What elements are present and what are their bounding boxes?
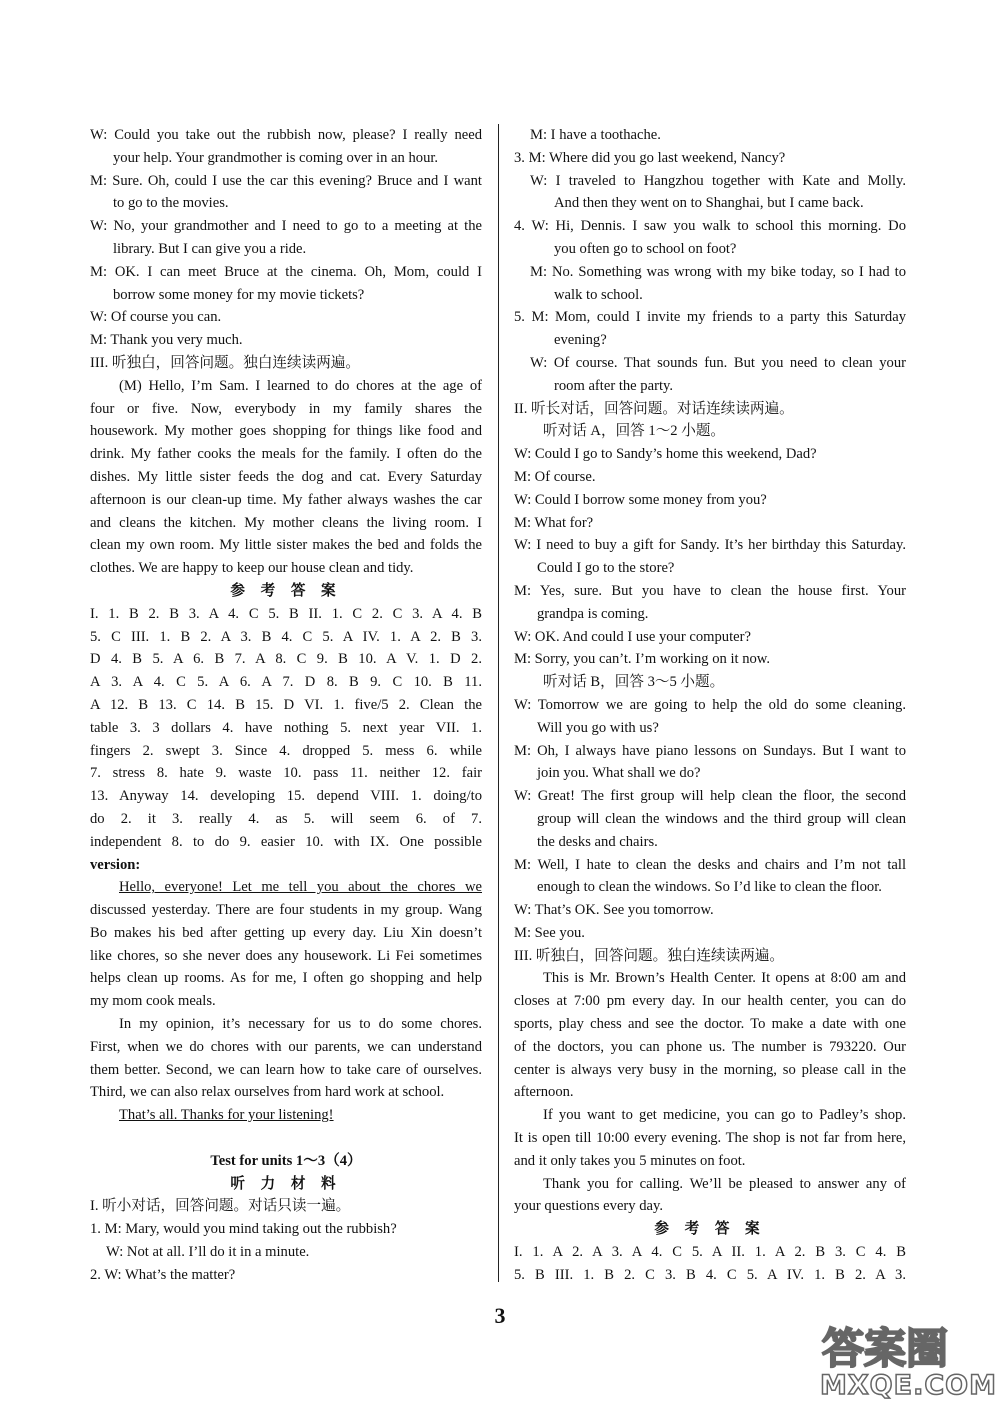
right-column <box>514 124 906 1287</box>
left-column-line: dishes. My little sister feeds the dog and cat. Every Saturday <box>90 468 482 485</box>
right-column-line: M: See you. <box>514 924 585 941</box>
left-column-line: version: <box>90 856 141 873</box>
right-column-line: room after the party. <box>554 377 673 394</box>
right-column-line: M: Of course. <box>514 468 596 485</box>
left-column-line: Bo makes his bed after getting up every day. Liu Xin doesn’t <box>90 924 482 941</box>
right-column-line: M: What for? <box>514 514 594 531</box>
right-column-line: M: I have a toothache. <box>530 127 661 143</box>
left-column-line: A 3. A 4. C 5. A 6. A 7. D 8. B 9. C 10. B 11. <box>90 674 482 691</box>
right-column-line: W: Could I go to Sandy’s home this weekend, Dad? <box>514 446 817 463</box>
left-column-line: afternoon is our clean-up time. My father always washes the car <box>90 491 482 508</box>
right-column-line: evening? <box>554 332 607 349</box>
left-column-line: like chores, so she never does any housework. Li Fei sometimes <box>90 947 482 964</box>
left-column-line: housework. My mother goes shopping for things like food and <box>90 423 482 440</box>
left-column-line: them better. Second, we can learn how to take care of ourselves. <box>90 1061 482 1078</box>
right-column-line: II. 听长对话，回答问题。对话连续读两遍。 <box>514 400 794 417</box>
left-column-line: 参 考 答 案 <box>230 582 342 599</box>
left-column-line: Third, we can also relax ourselves from hard work at school. <box>90 1084 445 1101</box>
underlined-text: That’s all. Thanks for your listening! <box>119 1107 334 1124</box>
left-column-line: W: Of course you can. <box>90 309 222 326</box>
right-column-line: Will you go with us? <box>537 719 659 736</box>
right-column-line: you often go to school on foot? <box>554 240 737 257</box>
right-column-line: and it only takes you 5 minutes on foot. <box>514 1152 746 1169</box>
right-column-line: M: Sorry, you can’t. I’m working on it now. <box>514 651 771 668</box>
right-column-line: M: Well, I hate to clean the desks and chairs and I’m not tall <box>514 856 906 873</box>
left-column-line: First, when we do chores with our parents, we can understand <box>90 1038 482 1055</box>
watermark-url: MXQE.COM <box>820 1370 997 1401</box>
right-column-line: 5. B III. 1. B 2. C 3. B 4. C 5. A IV. 1. B 2. A 3. <box>514 1266 906 1283</box>
left-column-line: your help. Your grandmother is coming over in an hour. <box>113 149 439 166</box>
right-column-line: W: I need to buy a gift for Sandy. It’s her birthday this Saturday. <box>514 537 906 554</box>
right-column-line: I. 1. A 2. A 3. A 4. C 5. A II. 1. A 2. B 3. C 4. B <box>514 1244 906 1261</box>
right-column-line: Could I go to the store? <box>537 560 675 577</box>
right-column-line: 参 考 答 案 <box>654 1221 766 1238</box>
underlined-text: Hello, everyone! Let me tell you about the chores we <box>119 879 482 896</box>
right-column-line: It is open till 10:00 every evening. The shop is not far from here, <box>514 1130 906 1147</box>
right-column-line: join you. What shall we do? <box>537 765 701 782</box>
left-column-line: 7. stress 8. hate 9. waste 10. pass 11. neither 12. fair <box>90 765 482 782</box>
left-column-line: 1. M: Mary, would you mind taking out the rubbish? <box>90 1221 397 1238</box>
left-column-line: M: Sure. Oh, could I use the car this evening? Bruce and I want <box>90 172 482 189</box>
left-column-line: library. But I can give you a ride. <box>113 240 307 257</box>
right-column-line: grandpa is coming. <box>537 605 649 622</box>
left-column-line: 5. C III. 1. B 2. A 3. B 4. C 5. A IV. 1. A 2. B 3. <box>90 628 482 645</box>
left-column-line: fingers 2. swept 3. Since 4. dropped 5. mess 6. while <box>90 742 482 759</box>
right-column-line: of the doctors, you can phone us. The number is 793220. Our <box>514 1038 906 1055</box>
left-column-line: drink. My father cooks the meals for the family. I often do the <box>90 446 482 463</box>
left-column-line: do 2. it 3. really 4. as 5. will seem 6. of 7. <box>90 810 482 827</box>
left-column-line: M: OK. I can meet Bruce at the cinema. Oh, Mom, could I <box>90 263 482 280</box>
left-column-line: helps clean up rooms. As for me, I often go shopping and help <box>90 970 482 987</box>
left-column-line: 听 力 材 料 <box>230 1175 342 1192</box>
right-column-line: enough to clean the windows. So I’d like to clean the floor. <box>537 879 882 896</box>
left-column-line: M: Thank you very much. <box>90 332 243 349</box>
left-column-line: I. 听小对话，回答问题。对话只读一遍。 <box>90 1198 351 1215</box>
right-column-line: M: Yes, sure. But you have to clean the house first. Your <box>514 582 906 599</box>
left-column-line: W: No, your grandmother and I need to go to a meeting at the <box>90 218 482 235</box>
left-column-line: table 3. 3 dollars 4. have nothing 5. next year VII. 1. <box>90 719 482 736</box>
left-column-line: (M) Hello, I’m Sam. I learned to do chores at the age of <box>119 377 482 394</box>
right-column-line: walk to school. <box>554 286 643 303</box>
right-column-line: W: Of course. That sounds fun. But you need to clean your <box>530 354 906 371</box>
left-column <box>90 124 482 1287</box>
page-number: 3 <box>494 1303 506 1328</box>
left-column-line: my mom cook meals. <box>90 993 216 1010</box>
left-column-line: III. 听独白，回答问题。独白连续读两遍。 <box>90 354 360 371</box>
right-column-line: sports, play chess and see the doctor. To make a date with one <box>514 1016 906 1033</box>
left-column-line <box>90 1127 482 1150</box>
left-column-line: D 4. B 5. A 6. B 7. A 8. C 9. B 10. A V. 1. D 2. <box>90 651 482 668</box>
left-column-line: and cleans the kitchen. My mother cleans the living room. I <box>90 514 482 531</box>
right-column-line: W: OK. And could I use your computer? <box>514 628 751 645</box>
right-column-line: W: Could I borrow some money from you? <box>514 491 767 508</box>
left-column-line: four or five. Now, everybody in my family shares the <box>90 400 482 417</box>
right-column-line: closes at 7:00 pm every day. In our health center, you can do <box>514 993 906 1010</box>
left-column-line <box>90 876 482 899</box>
left-column-line: discussed yesterday. There are four students in my group. Wang <box>90 902 482 919</box>
left-column-line: W: Not at all. I’ll do it in a minute. <box>106 1244 310 1261</box>
left-column-line: I. 1. B 2. B 3. A 4. C 5. B II. 1. C 2. C 3. A 4. B <box>90 605 482 622</box>
right-column-line: W: Tomorrow we are going to help the old do some cleaning. <box>514 696 906 713</box>
left-column-line <box>90 1104 482 1127</box>
left-column-line: clothes. We are happy to keep our house clean and tidy. <box>90 560 414 577</box>
watermark-glyphs: 答案圈 <box>822 1324 949 1373</box>
right-column-line: M: Oh, I always have piano lessons on Sundays. But I want to <box>514 742 906 759</box>
left-column-line: W: Could you take out the rubbish now, please? I really need <box>90 127 482 143</box>
right-column-line: 听对话 A，回答 1～2 小题。 <box>543 423 726 440</box>
left-column-line: Test for units 1～3（4） <box>210 1152 362 1169</box>
right-column-line: Thank you for calling. We’ll be pleased to answer any of <box>543 1175 906 1192</box>
right-column-line: afternoon. <box>514 1084 574 1101</box>
right-column-line: If you want to get medicine, you can go to Padley’s shop. <box>543 1107 906 1124</box>
right-column-line: 听对话 B，回答 3～5 小题。 <box>543 674 725 691</box>
right-column-line: W: I traveled to Hangzhou together with Kate and Molly. <box>530 172 906 189</box>
right-column-line: center is always very busy in the morning, so please call in the <box>514 1061 906 1078</box>
left-column-line: A 12. B 13. C 14. B 15. D VI. 1. five/5 2. Clean the <box>90 696 482 713</box>
right-column-line: the desks and chairs. <box>537 833 658 850</box>
right-column-line: group will clean the windows and the third group will clean <box>537 810 906 827</box>
right-column-line: III. 听独白，回答问题。独白连续读两遍。 <box>514 947 784 964</box>
right-column-line: 4. W: Hi, Dennis. I saw you walk to school this morning. Do <box>514 218 906 235</box>
watermark-logo <box>818 1316 997 1406</box>
left-column-line: clean my own room. My little sister makes the bed and folds the <box>90 537 482 554</box>
left-column-line: borrow some money for my movie tickets? <box>113 286 365 303</box>
left-column-line: to go to the movies. <box>113 195 229 212</box>
left-column-line: 2. W: What’s the matter? <box>90 1266 236 1283</box>
column-divider <box>498 124 499 1282</box>
right-column-line: W: Great! The first group will help clean the floor, the second <box>514 788 906 805</box>
left-column-line: independent 8. to do 9. easier 10. with IX. One possible <box>90 833 482 850</box>
right-column-line: 3. M: Where did you go last weekend, Nancy? <box>514 149 786 166</box>
right-column-line: 5. M: Mom, could I invite my friends to a party this Saturday <box>514 309 906 326</box>
right-column-line: your questions every day. <box>514 1198 664 1215</box>
left-column-line: 13. Anyway 14. developing 15. depend VIII. 1. doing/to <box>90 788 482 805</box>
right-column-line: This is Mr. Brown’s Health Center. It opens at 8:00 am and <box>543 970 906 987</box>
right-column-line: And then they went on to Shanghai, but I came back. <box>554 195 864 212</box>
right-column-line: W: That’s OK. See you tomorrow. <box>514 902 714 919</box>
left-column-line: In my opinion, it’s necessary for us to do some chores. <box>119 1016 482 1033</box>
right-column-line: M: No. Something was wrong with my bike today, so I had to <box>530 263 906 280</box>
